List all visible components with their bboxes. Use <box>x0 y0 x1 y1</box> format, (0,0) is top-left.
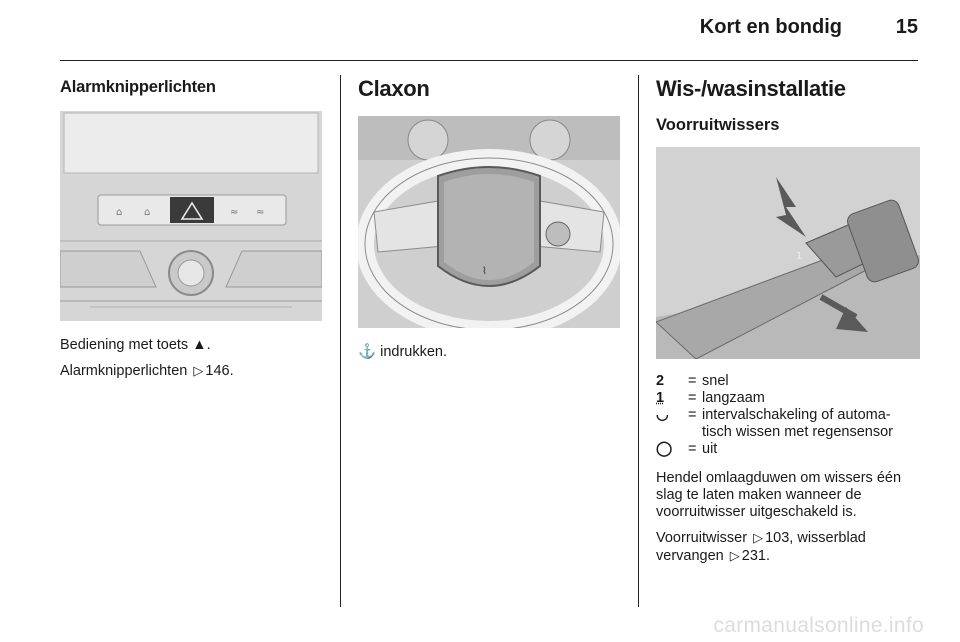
column-divider-2 <box>638 75 639 607</box>
page-ref-arrow-icon: ▷ <box>753 530 764 545</box>
wiper-section <box>656 72 920 573</box>
wiper-position-legend <box>656 373 920 458</box>
horn-caption-text: indrukken. <box>380 344 447 360</box>
legend-key: 1 <box>656 390 665 406</box>
horn-caption <box>358 344 620 361</box>
page-ref-arrow-icon: ▷ <box>729 548 740 563</box>
wiper-reference-text-a: Voorruitwisser <box>656 530 748 546</box>
legend-key: 2 <box>656 373 665 389</box>
wiper-single-wipe-paragraph: Hendel omlaagduwen om wissers één slag te laten maken wanneer de voorruitwisser uitgeschakeld is. <box>656 470 902 520</box>
hazard-reference-text: Alarmknipperlichten <box>60 363 188 379</box>
wiper-reference-text-b: 103, wisserblad <box>765 530 866 546</box>
svg-text:1: 1 <box>796 251 803 262</box>
svg-text:≈: ≈ <box>230 207 239 218</box>
hazard-instruction-text: Bediening met toets <box>60 337 189 353</box>
steering-wheel-illustration <box>358 116 620 328</box>
windscreen-wipers-subheading: Voorruitwissers <box>656 116 780 134</box>
wiper-reference-text-d: 231. <box>741 548 770 564</box>
legend-row <box>656 441 920 458</box>
svg-text:⌇: ⌇ <box>482 266 487 277</box>
legend-equals: = <box>688 373 697 389</box>
off-circle-icon: ◯ <box>656 441 673 457</box>
legend-equals: = <box>688 390 697 406</box>
wiper-reference-text-c: vervangen <box>656 548 724 564</box>
hazard-switch-illustration <box>60 111 322 321</box>
svg-text:⌂: ⌂ <box>116 207 123 218</box>
hazard-instruction-line <box>60 337 322 354</box>
hazard-reference-page: 146. <box>205 363 234 379</box>
hazard-instruction-end: . <box>206 337 211 353</box>
legend-value: snel <box>702 373 729 389</box>
page-number: 15 <box>895 16 918 38</box>
legend-equals: = <box>688 407 697 423</box>
wiper-heading: Wis-/wasinstallatie <box>656 76 846 101</box>
hazard-lights-section <box>60 72 322 388</box>
legend-row <box>656 407 920 441</box>
hazard-lights-heading: Alarmknipperlichten <box>60 78 216 96</box>
legend-row <box>656 390 920 407</box>
horn-section <box>358 72 620 369</box>
legend-value: intervalschakeling of automa-tisch wissen met regensensor <box>702 407 893 440</box>
hazard-reference-line <box>60 362 322 380</box>
horn-icon: ⚓ <box>358 344 377 360</box>
page-ref-arrow-icon: ▷ <box>193 363 204 378</box>
svg-text:⌂: ⌂ <box>144 207 151 218</box>
legend-value: uit <box>702 441 718 457</box>
column-divider-1 <box>340 75 341 607</box>
warning-triangle-icon: ▲ <box>192 337 207 353</box>
page-header-title: Kort en bondig <box>699 16 842 38</box>
header-rule <box>60 60 918 61</box>
legend-equals: = <box>688 441 697 457</box>
horn-heading: Claxon <box>358 76 430 101</box>
svg-text:≈: ≈ <box>256 207 265 218</box>
legend-row <box>656 373 920 390</box>
watermark: carmanualsonline.info <box>713 614 924 637</box>
legend-value: langzaam <box>702 390 765 406</box>
wiper-reference-paragraph <box>656 529 920 565</box>
interval-wiper-icon: ◡ <box>656 407 669 423</box>
wiper-lever-illustration <box>656 147 920 359</box>
